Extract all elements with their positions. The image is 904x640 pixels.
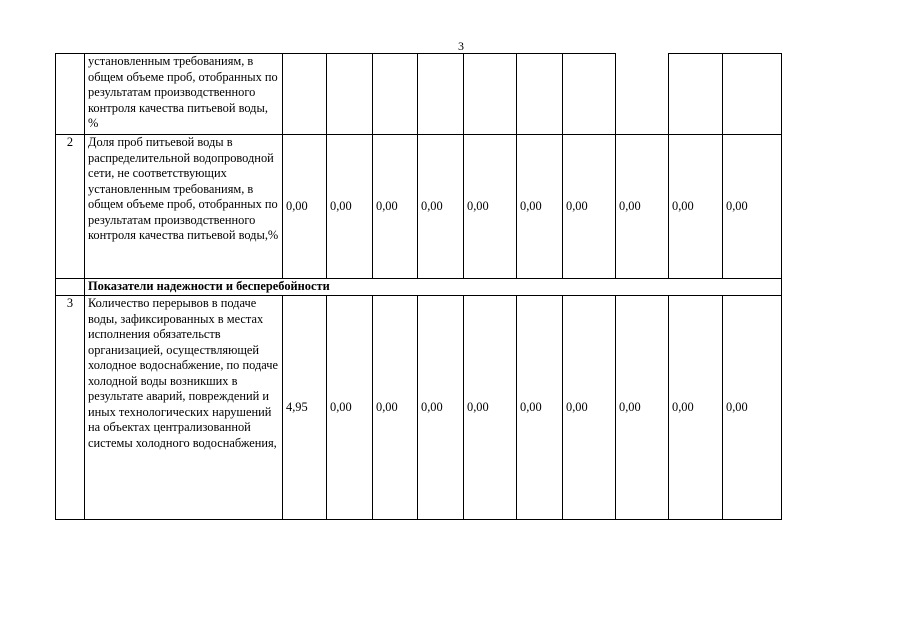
row-number — [56, 54, 85, 135]
row-number: 3 — [56, 296, 85, 520]
value-cell: 0,00 — [517, 135, 563, 279]
value-cell — [327, 54, 373, 135]
value-cell — [616, 54, 669, 135]
value-cell — [373, 54, 418, 135]
value-cell: 0,00 — [327, 135, 373, 279]
value-cell — [464, 54, 517, 135]
value-cell: 0,00 — [327, 296, 373, 520]
value-cell: 0,00 — [616, 296, 669, 520]
value-cell: 0,00 — [669, 135, 723, 279]
indicator-description: Доля проб питьевой воды в распределительной водопроводной сети, не соответствующих установленным требованиям, в общем объеме проб, отобранных по результатам производственного контроля качества питьевой воды,% — [85, 135, 283, 279]
table-row — [56, 296, 782, 520]
indicator-description: Количество перерывов в подаче воды, зафиксированных в местах исполнения обязательств организацией, осуществляющей холодное водоснабжение, по подаче холодной воды возникших в результате аварий, повреждений и иных технологических нарушений на объектах централизованной системы холодного водоснабжения, — [85, 296, 283, 520]
value-cell: 0,00 — [283, 135, 327, 279]
value-cell — [669, 54, 723, 135]
value-cell: 0,00 — [723, 296, 782, 520]
value-cell: 0,00 — [373, 296, 418, 520]
value-cell — [723, 54, 782, 135]
value-cell: 4,95 — [283, 296, 327, 520]
table-row — [56, 135, 782, 279]
value-cell — [283, 54, 327, 135]
value-cell: 0,00 — [616, 135, 669, 279]
section-title: Показатели надежности и бесперебойности — [85, 279, 782, 296]
value-cell: 0,00 — [464, 296, 517, 520]
indicator-description: установленным требованиям, в общем объеме проб, отобранных по результатам производственного контроля качества питьевой воды, % — [85, 54, 283, 135]
value-cell: 0,00 — [464, 135, 517, 279]
value-cell: 0,00 — [669, 296, 723, 520]
value-cell: 0,00 — [418, 296, 464, 520]
page-number: 3 — [458, 39, 464, 53]
table-row — [56, 54, 782, 135]
value-cell: 0,00 — [418, 135, 464, 279]
value-cell: 0,00 — [373, 135, 418, 279]
value-cell: 0,00 — [563, 296, 616, 520]
value-cell: 0,00 — [563, 135, 616, 279]
section-number-cell — [56, 279, 85, 296]
indicators-table — [55, 53, 782, 520]
value-cell: 0,00 — [517, 296, 563, 520]
section-header-row — [56, 279, 782, 296]
value-cell — [517, 54, 563, 135]
value-cell — [563, 54, 616, 135]
row-number: 2 — [56, 135, 85, 279]
value-cell: 0,00 — [723, 135, 782, 279]
value-cell — [418, 54, 464, 135]
